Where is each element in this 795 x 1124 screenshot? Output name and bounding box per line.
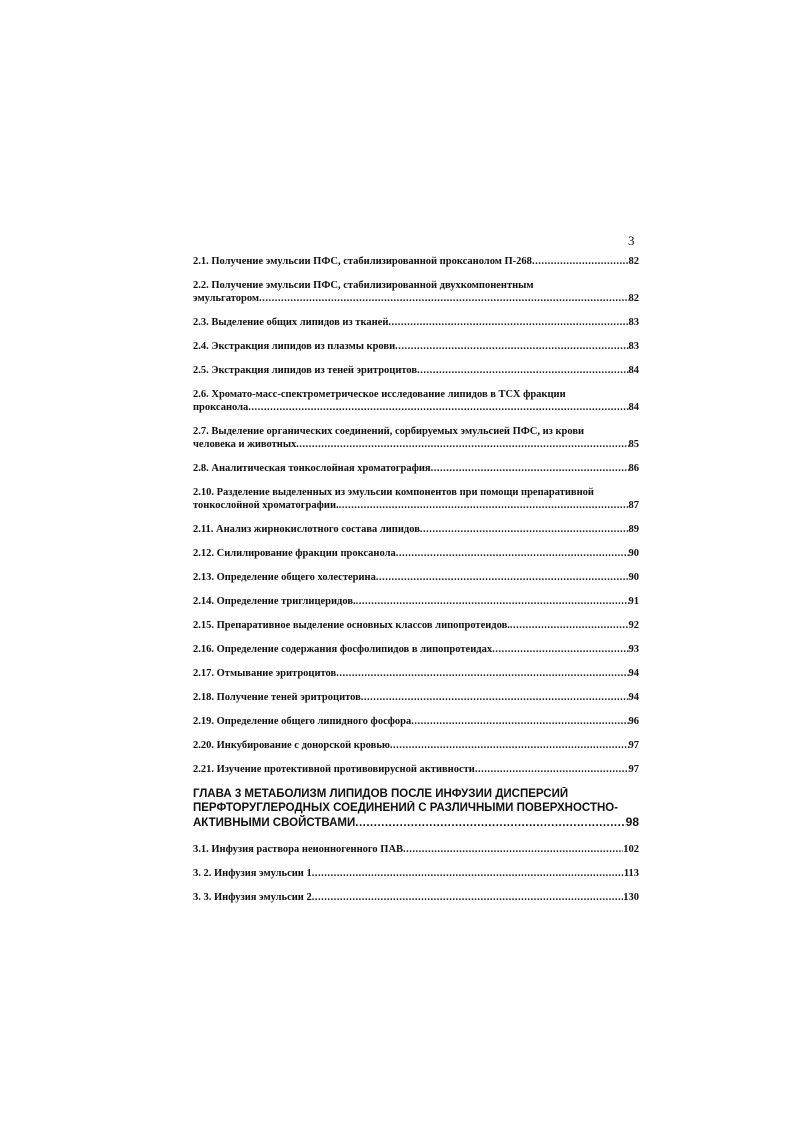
entry-title-line: 2.7. Выделение органических соединений, сорбируемых эмульсией ПФС, из крови — [193, 426, 585, 437]
dot-leader — [417, 364, 628, 377]
entry-page-number: 90 — [628, 572, 639, 583]
toc-entry — [193, 364, 639, 377]
entry-page-number: 83 — [628, 341, 639, 352]
entry-page-number: 97 — [628, 764, 639, 775]
entry-page-number: 113 — [623, 868, 639, 879]
toc-entry — [193, 571, 639, 584]
entry-page-number: 82 — [628, 256, 639, 267]
entry-title: 2.21. Изучение протективной противовирусной активности — [193, 764, 475, 775]
toc-entry — [193, 340, 639, 353]
entry-title: 2.17. Отмывание эритроцитов — [193, 668, 337, 679]
dot-leader — [259, 292, 628, 305]
entry-page-number: 97 — [628, 740, 639, 751]
toc-entry — [193, 691, 639, 704]
entry-page-number: 91 — [628, 596, 639, 607]
entry-title: 2.8. Аналитическая тонкослойная хроматография — [193, 463, 431, 474]
entry-page-number: 84 — [628, 402, 639, 413]
entry-title: 2.16. Определение содержания фосфолипидов в липопротеидах — [193, 644, 493, 655]
dot-leader — [388, 316, 628, 329]
entry-title: 2.15. Препаративное выделение основных классов липопротеидов. — [193, 620, 510, 631]
dot-leader — [248, 401, 628, 414]
toc-entry — [193, 715, 639, 728]
toc-entry — [193, 619, 639, 632]
dot-leader — [475, 763, 629, 776]
table-of-contents — [193, 255, 639, 915]
toc-entry — [193, 667, 639, 680]
dot-leader — [356, 595, 629, 608]
entry-page-number: 86 — [628, 463, 639, 474]
dot-leader — [411, 715, 628, 728]
entry-page-number: 98 — [625, 815, 639, 829]
entry-page-number: 89 — [628, 524, 639, 535]
dot-leader — [431, 462, 629, 475]
entry-page-number: 87 — [628, 500, 639, 511]
entry-page-number: 96 — [628, 716, 639, 727]
entry-title: 2.20. Инкубирование с донорской кровью — [193, 740, 390, 751]
toc-entry — [193, 595, 639, 608]
dot-leader — [492, 643, 628, 656]
entry-page-number: 84 — [628, 365, 639, 376]
chapter-heading — [193, 787, 639, 830]
dot-leader — [376, 571, 629, 584]
dot-leader — [532, 255, 629, 268]
entry-title: тонкослойной хроматографии. — [193, 500, 339, 511]
page-number: 3 — [628, 233, 635, 248]
entry-page-number: 90 — [628, 548, 639, 559]
dot-leader — [296, 438, 628, 451]
toc-entry — [193, 867, 639, 880]
entry-title: 3. 2. Инфузия эмульсии 1 — [193, 868, 312, 879]
entry-title: 2.1. Получение эмульсии ПФС, стабилизированной проксанолом П-268 — [193, 256, 532, 267]
toc-entry — [193, 388, 639, 414]
entry-title: АКТИВНЫМИ СВОЙСТВАМИ — [193, 817, 356, 829]
entry-title: 3. 3. Инфузия эмульсии 2 — [193, 892, 312, 903]
dot-leader — [396, 547, 629, 560]
entry-page-number: 102 — [623, 844, 639, 855]
dot-leader — [420, 523, 629, 536]
entry-title: эмульгатором — [193, 293, 260, 304]
entry-page-number: 92 — [628, 620, 639, 631]
toc-entry — [193, 523, 639, 536]
entry-title: 2.19. Определение общего липидного фосфора — [193, 716, 412, 727]
dot-leader — [312, 867, 624, 880]
entry-title: 2.12. Силилирование фракции проксанола — [193, 548, 396, 559]
toc-entry — [193, 316, 639, 329]
toc-entry — [193, 739, 639, 752]
toc-entry — [193, 255, 639, 268]
entry-title-line: ПЕРФТОРУГЛЕРОДНЫХ СОЕДИНЕНИЙ С РАЗЛИЧНЫМИ ПОВЕРХНОСТНО- — [193, 802, 619, 814]
entry-page-number: 83 — [628, 317, 639, 328]
dot-leader — [361, 691, 629, 704]
entry-title-line: 2.2. Получение эмульсии ПФС, стабилизированной двухкомпонентным — [193, 280, 534, 291]
entry-title: 2.4. Экстракция липидов из плазмы крови — [193, 341, 396, 352]
entry-page-number: 94 — [628, 668, 639, 679]
dot-leader — [510, 619, 629, 632]
entry-title: 2.14. Определение триглицеридов. — [193, 596, 356, 607]
toc-entry — [193, 462, 639, 475]
entry-title: 2.11. Анализ жирнокислотного состава липидов — [193, 524, 420, 535]
entry-title: 2.5. Экстракция липидов из теней эритроцитов — [193, 365, 418, 376]
entry-page-number: 94 — [628, 692, 639, 703]
dot-leader — [403, 843, 623, 856]
entry-title: 2.13. Определение общего холестерина — [193, 572, 376, 583]
toc-entry — [193, 843, 639, 856]
entry-title-line: 2.6. Хромато-масс-спектрометрическое исследование липидов в ТСХ фракции — [193, 389, 566, 400]
toc-entry — [193, 486, 639, 512]
entry-title: 2.3. Выделение общих липидов из тканей — [193, 317, 389, 328]
dot-leader — [355, 816, 625, 830]
entry-page-number: 130 — [623, 892, 639, 903]
toc-entry — [193, 425, 639, 451]
toc-entry — [193, 279, 639, 305]
entry-page-number: 85 — [628, 439, 639, 450]
dot-leader — [312, 891, 624, 904]
entry-title: 3.1. Инфузия раствора неионногенного ПАВ — [193, 844, 404, 855]
entry-title-line: 2.10. Разделение выделенных из эмульсии компонентов при помощи препаративной — [193, 487, 594, 498]
entry-page-number: 82 — [628, 293, 639, 304]
dot-leader — [395, 340, 628, 353]
toc-entry — [193, 547, 639, 560]
toc-entry — [193, 763, 639, 776]
toc-entry — [193, 643, 639, 656]
dot-leader — [336, 667, 628, 680]
entry-page-number: 93 — [628, 644, 639, 655]
dot-leader — [339, 499, 629, 512]
entry-title: проксанола — [193, 402, 249, 413]
entry-title: 2.18. Получение теней эритроцитов — [193, 692, 361, 703]
toc-entry — [193, 891, 639, 904]
entry-title-line: ГЛАВА 3 МЕТАБОЛИЗМ ЛИПИДОВ ПОСЛЕ ИНФУЗИИ ДИСПЕРСИЙ — [193, 788, 569, 800]
entry-title: человека и животных — [193, 439, 297, 450]
dot-leader — [390, 739, 629, 752]
